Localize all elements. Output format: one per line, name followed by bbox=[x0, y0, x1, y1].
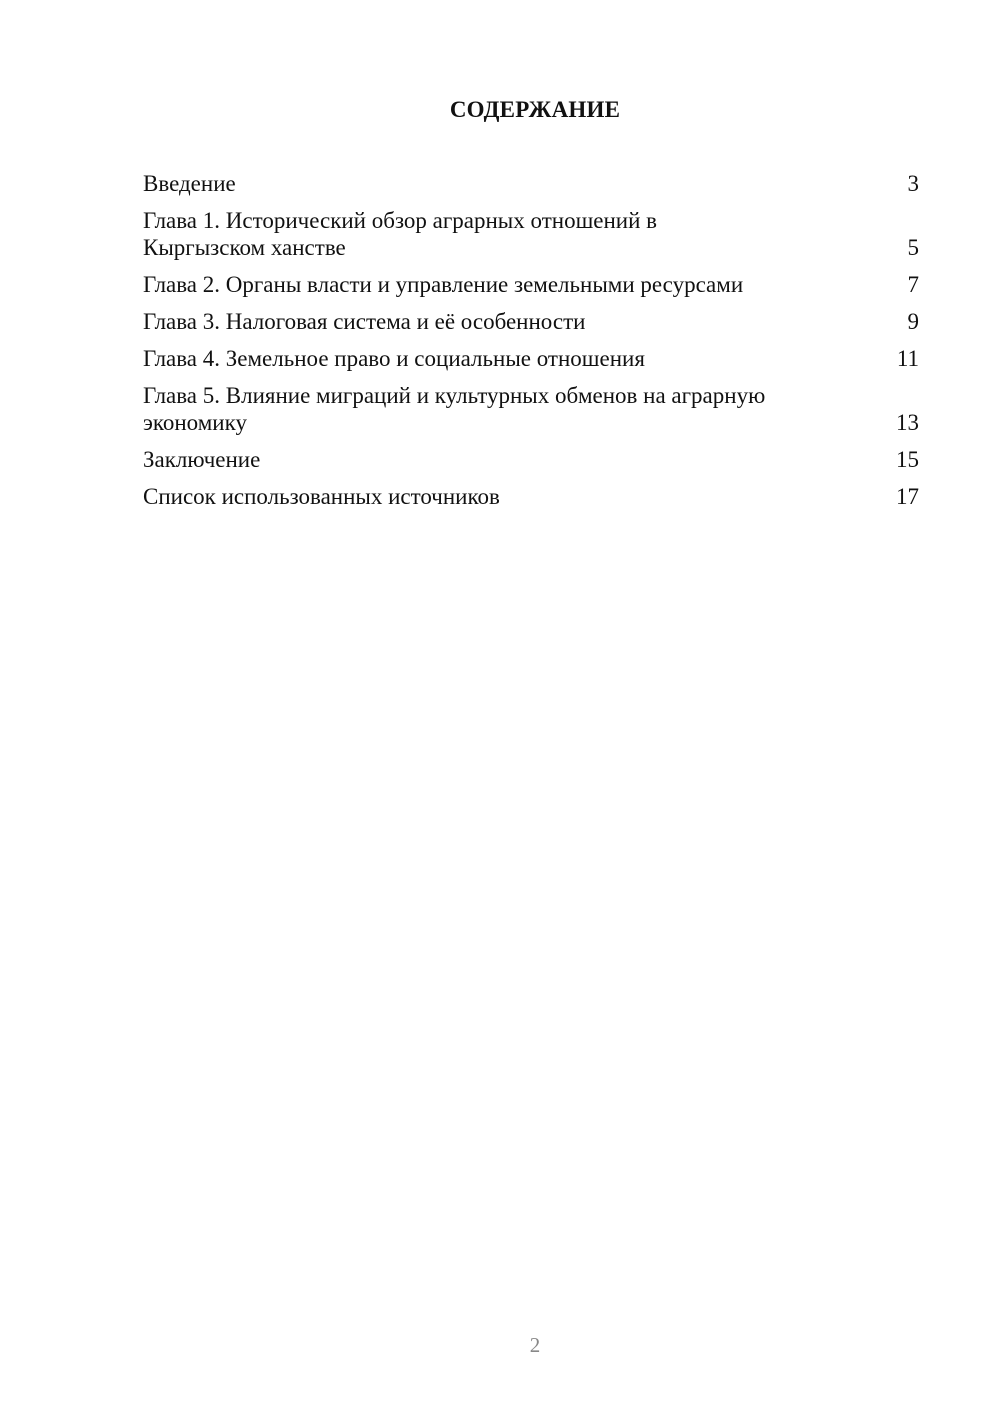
table-of-contents bbox=[143, 170, 919, 520]
toc-entry-title bbox=[143, 382, 765, 436]
toc-entry-title: Глава 4. Земельное право и социальные отношения bbox=[143, 346, 645, 371]
page-title: СОДЕРЖАНИЕ bbox=[449, 97, 621, 122]
toc-entry-page: 17 bbox=[896, 484, 919, 509]
toc-entry-title: Глава 3. Налоговая система и её особенности bbox=[143, 309, 586, 334]
toc-entry-conclusion bbox=[143, 446, 919, 473]
toc-entry-page: 11 bbox=[896, 346, 919, 371]
toc-entry-page: 5 bbox=[907, 235, 919, 260]
toc-entry-page: 15 bbox=[896, 447, 919, 472]
toc-entry-title-line-1: Глава 1. Исторический обзор аграрных отношений в bbox=[143, 208, 658, 233]
toc-entry-chapter-3 bbox=[143, 308, 919, 335]
toc-entry-title-line-2: Кыргызском ханстве bbox=[143, 235, 346, 260]
toc-entry-title bbox=[143, 207, 657, 261]
toc-entry-title: Заключение bbox=[143, 447, 261, 472]
toc-entry-page: 13 bbox=[896, 410, 919, 435]
toc-entry-title: Введение bbox=[143, 171, 236, 196]
toc-entry-chapter-2 bbox=[143, 271, 919, 298]
page-number: 2 bbox=[529, 1333, 541, 1357]
toc-entry-chapter-5 bbox=[143, 382, 919, 436]
toc-entry-title: Глава 2. Органы власти и управление земельными ресурсами bbox=[143, 272, 744, 297]
toc-entry-references bbox=[143, 483, 919, 510]
toc-entry-chapter-4 bbox=[143, 345, 919, 372]
toc-entry-title-line-1: Глава 5. Влияние миграций и культурных обменов на аграрную bbox=[143, 383, 766, 408]
toc-entry-introduction bbox=[143, 170, 919, 197]
toc-entry-title-line-2: экономику bbox=[143, 410, 247, 435]
toc-entry-page: 7 bbox=[907, 272, 919, 297]
toc-entry-title: Список использованных источников bbox=[143, 484, 500, 509]
toc-entry-page: 3 bbox=[907, 171, 919, 196]
toc-entry-page: 9 bbox=[907, 309, 919, 334]
toc-entry-chapter-1 bbox=[143, 207, 919, 261]
